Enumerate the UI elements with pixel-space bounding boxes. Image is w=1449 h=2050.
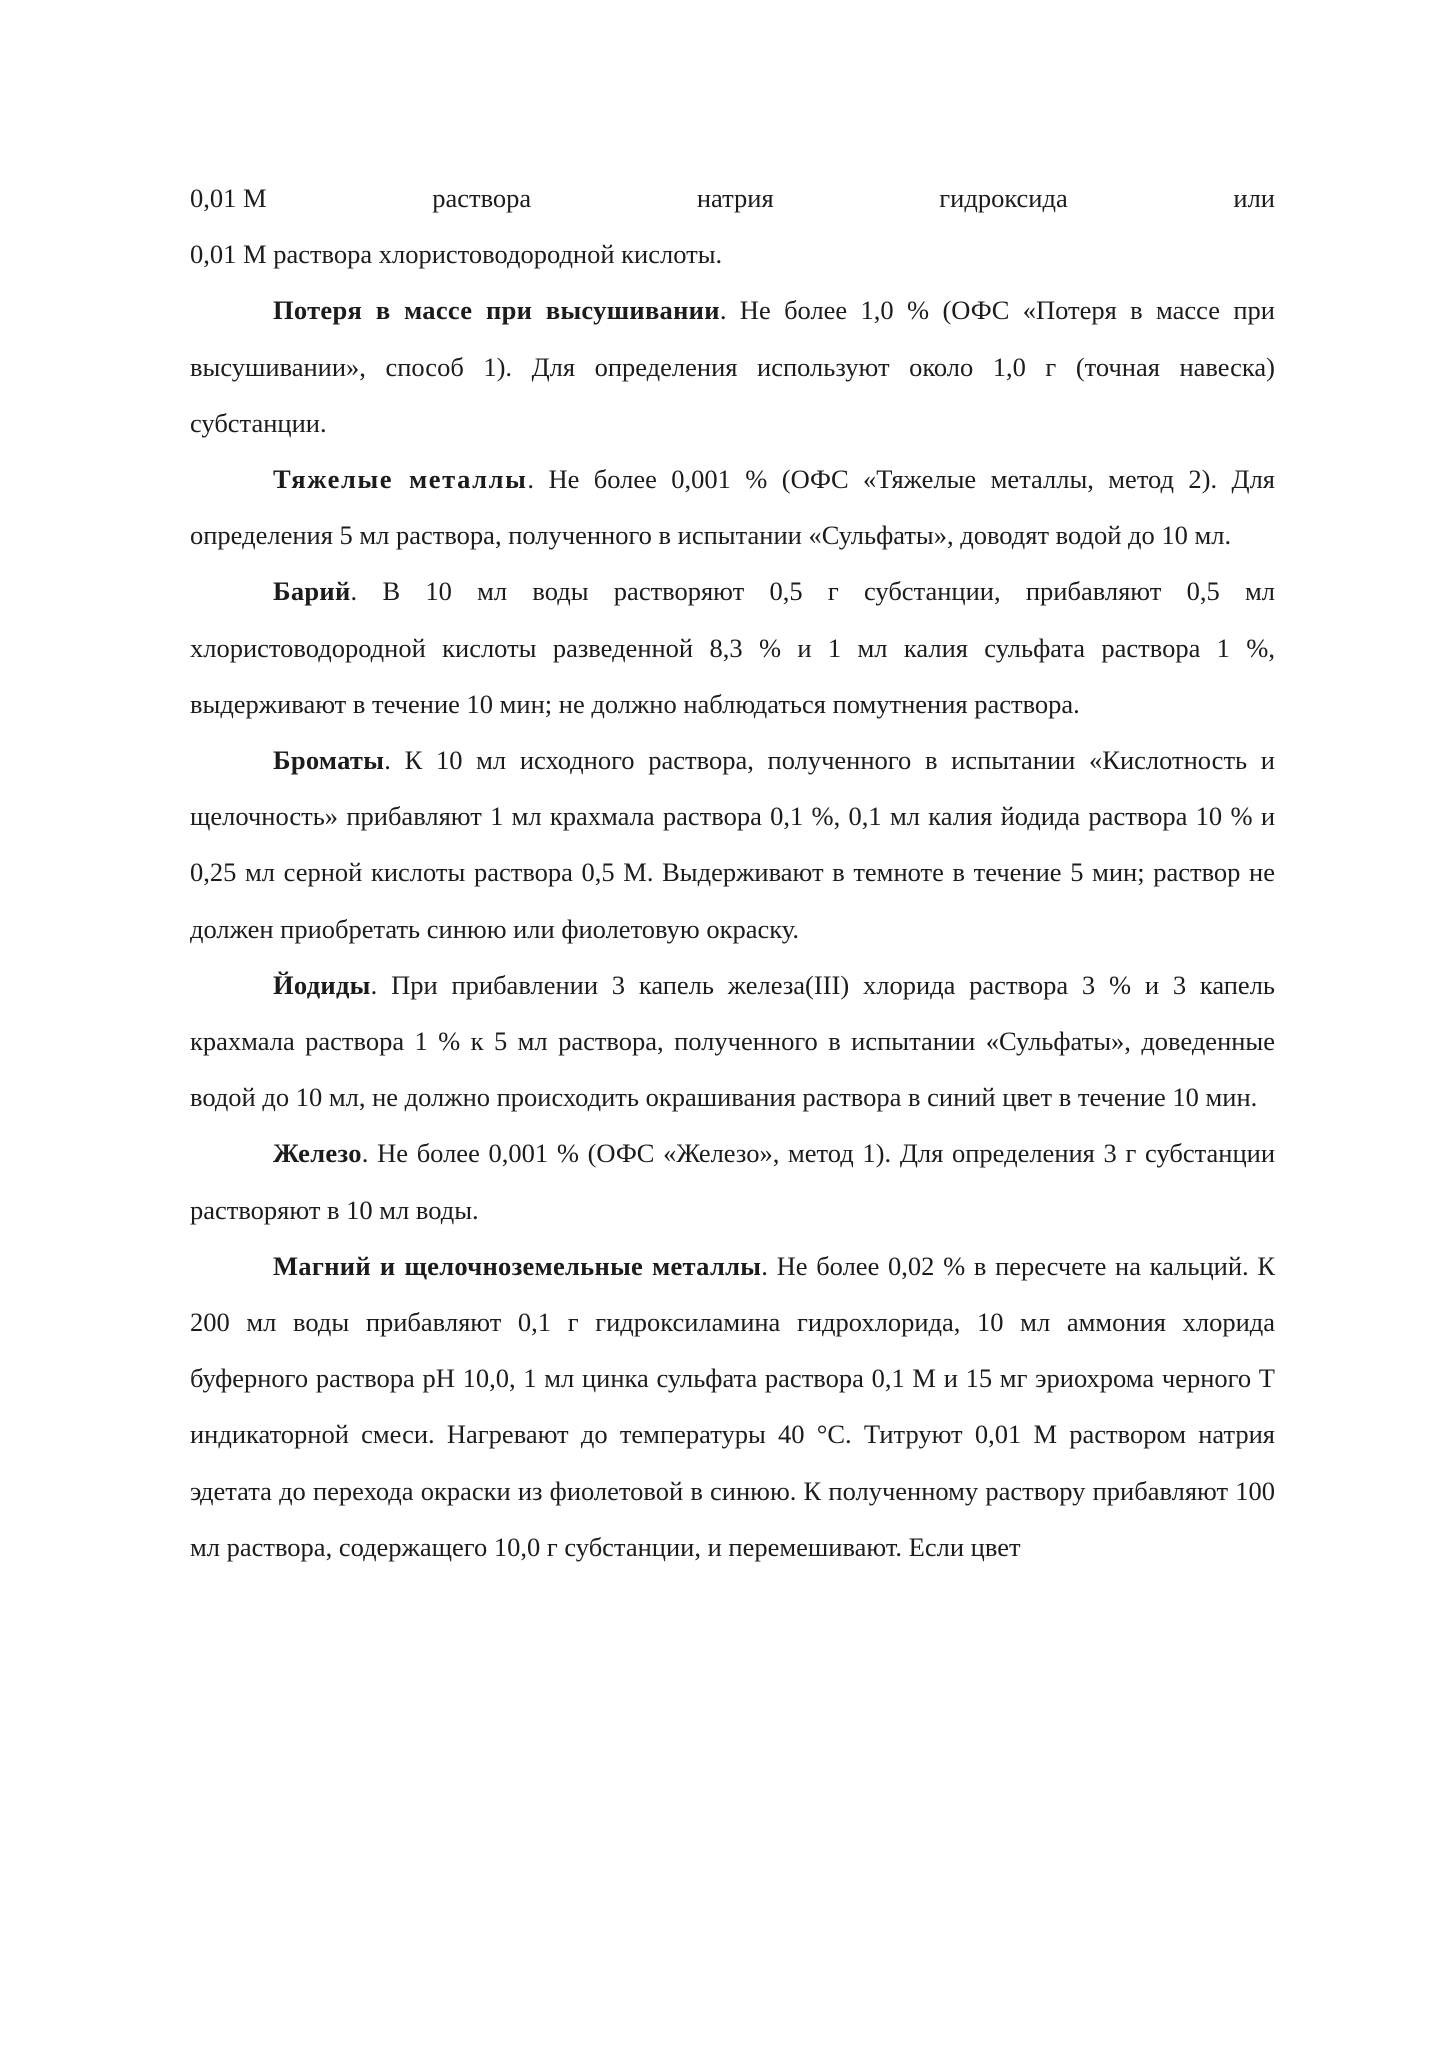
section-text: . К 10 мл исходного раствора, полученного в испытании «Кислотность и щелочность» прибавляют 1 мл крахмала раствора 0,1 %, 0,1 мл калия йодида раствора 10 % и 0,25 мл серной кислоты раствора 0,5 М. Выдерживают в темноте в течение 5 мин; раствор не должен приобретать синюю или фиолетовую окраску.: [190, 745, 1275, 944]
intro-line-2: 0,01 М раствора хлористоводородной кислоты.: [190, 239, 723, 270]
intro-word: или: [1233, 183, 1275, 213]
section-heading: Железо: [273, 1138, 362, 1169]
intro-word: 0,01 М: [190, 183, 267, 213]
section-text: . Не более 0,02 % в пересчете на кальций. К 200 мл воды прибавляют 0,1 г гидроксиламина гидрохлорида, 10 мл аммония хлорида буферного раствора pH 10,0, 1 мл цинка сульфата раствора 0,1 М и 15 мг эриохрома черного Т индикаторной смеси. Нагревают до температуры 40 °С. Титруют 0,01 М раствором натрия эдетата до перехода окраски из фиолетовой в синюю. К полученному раствору прибавляют 100 мл раствора, содержащего 10,0 г субстанции, и перемешивают. Если цвет: [190, 1250, 1276, 1562]
section-text: . Не более 0,001 % (ОФС «Железо», метод 1). Для определения 3 г субстанции растворяют в 10 мл воды.: [190, 1138, 1275, 1225]
section-bromates: [190, 732, 1275, 957]
section-text: . Не более 1,0 % (ОФС «Потеря в массе при высушивании», способ 1). Для определения используют около 1,0 г (точная навеска) субстанции.: [190, 295, 1275, 438]
intro-word: гидроксида: [939, 183, 1068, 213]
section-heading: Потеря в массе при высушивании: [273, 295, 720, 326]
section-heading: Йодиды: [273, 969, 371, 1000]
section-magnesium: [190, 1238, 1275, 1575]
section-heading: Барий: [273, 576, 351, 607]
section-text: . При прибавлении 3 капель железа(III) хлорида раствора 3 % и 3 капель крахмала раствора 1 % к 5 мл раствора, полученного в испытании «Сульфаты», доведенные водой до 10 мл, не должно происходить окрашивания раствора в синий цвет в течение 10 мин.: [190, 969, 1275, 1113]
section-barium: [190, 563, 1275, 732]
section-iodides: [190, 957, 1275, 1126]
section-heavy-metals: [190, 451, 1275, 563]
intro-word: натрия: [696, 183, 774, 213]
section-text: . В 10 мл воды растворяют 0,5 г субстанции, прибавляют 0,5 мл хлористоводородной кислоты разведенной 8,3 % и 1 мл калия сульфата раствора 1 %, выдерживают в течение 10 мин; не должно наблюдаться помутнения раствора.: [190, 576, 1275, 719]
section-text: . Не более 0,001 % (ОФС «Тяжелые металлы, метод 2). Для определения 5 мл раствора, полученного в испытании «Сульфаты», доводят водой до 10 мл.: [190, 464, 1275, 551]
section-heading: Броматы: [273, 745, 385, 776]
intro-word: раствора: [432, 183, 532, 213]
section-heading: Магний и щелочноземельные металлы: [273, 1250, 762, 1281]
document-page: [190, 170, 1275, 1575]
section-heading: Тяжелые металлы: [273, 464, 528, 495]
section-iron: [190, 1125, 1275, 1237]
intro-line-1: [190, 170, 1275, 226]
section-weight-loss: [190, 282, 1275, 451]
